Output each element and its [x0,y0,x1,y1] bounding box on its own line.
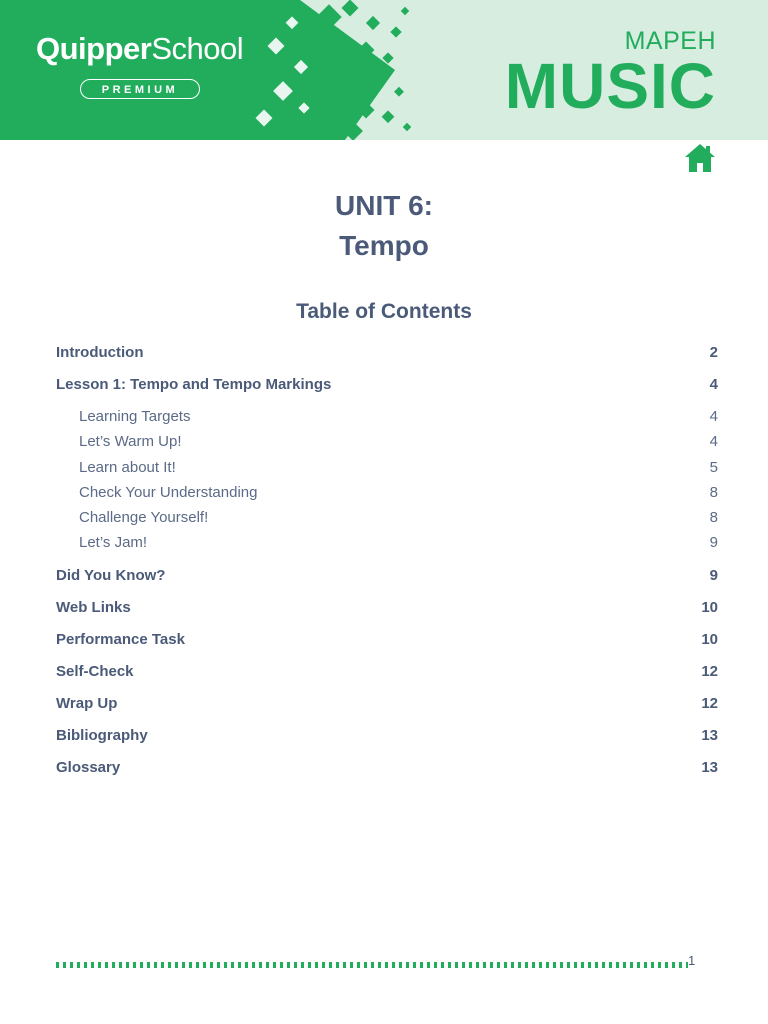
header-banner [0,0,768,140]
toc-entry-label: Learning Targets [79,408,191,425]
toc-entry-web-links[interactable] [56,595,718,627]
toc-entry-page: 4 [709,376,718,393]
unit-number: UNIT 6: [335,190,433,221]
toc-entry-page: 5 [709,458,718,476]
toc-entry-introduction[interactable] [56,340,718,372]
toc-entry-page: 8 [709,483,718,501]
toc-entry-page: 4 [709,433,718,451]
toc-entry-page: 12 [701,662,718,680]
toc-entry-page: 9 [709,534,718,552]
subject-label: MAPEH [624,27,716,55]
brand-light: School [151,31,244,66]
toc-entry-label: Learn about It! [79,458,176,476]
toc-entry-learn-about-it[interactable] [56,455,718,480]
toc-entry-page: 13 [701,758,718,776]
toc-entry-page: 13 [701,726,718,744]
toc-entry-page: 8 [709,509,718,527]
footer-dotted-rule [56,962,688,968]
unit-title [0,186,768,266]
toc-entry-page: 4 [709,408,718,425]
table-of-contents [56,340,718,787]
toc-entry-page: 9 [709,566,718,584]
toc-entry-glossary[interactable] [56,755,718,787]
toc-entry-page: 12 [701,694,718,712]
toc-entry-performance-task[interactable] [56,627,718,659]
brand-bold: Quipper [36,31,152,66]
toc-entry-label: Wrap Up [56,694,118,712]
brand-logo [36,33,243,64]
toc-entry-label: Self-Check [56,662,134,680]
toc-entry-lets-jam[interactable] [56,530,718,555]
toc-entry-page: 2 [709,344,718,361]
toc-entry-label: Let’s Warm Up! [79,433,182,451]
toc-entry-label: Introduction [56,344,144,361]
toc-entry-did-you-know[interactable] [56,563,718,595]
toc-entry-label: Let’s Jam! [79,534,148,552]
toc-entry-lesson-1[interactable] [56,372,718,404]
toc-entry-label: Bibliography [56,726,148,744]
toc-entry-page: 10 [701,630,718,648]
tier-badge: PREMIUM [80,79,200,99]
toc-entry-label: Check Your Understanding [79,483,258,501]
toc-entry-label: Challenge Yourself! [79,509,209,527]
toc-entry-page: 10 [701,598,718,616]
toc-heading: Table of Contents [296,300,472,323]
toc-entry-label: Web Links [56,598,131,616]
unit-name: Tempo [339,230,429,261]
toc-entry-bibliography[interactable] [56,723,718,755]
toc-entry-self-check[interactable] [56,659,718,691]
toc-entry-learning-targets[interactable] [56,404,718,429]
toc-entry-label: Lesson 1: Tempo and Tempo Markings [56,376,332,393]
toc-entry-label: Glossary [56,758,121,776]
toc-entry-check-understanding[interactable] [56,480,718,505]
toc-entry-wrap-up[interactable] [56,691,718,723]
toc-entry-challenge-yourself[interactable] [56,505,718,530]
toc-entry-warm-up[interactable] [56,429,718,454]
course-title: MUSIC [504,50,716,122]
page-number: 1 [688,953,696,968]
toc-entry-label: Did You Know? [56,566,166,584]
toc-entry-label: Performance Task [56,630,185,648]
home-icon[interactable] [683,142,717,174]
